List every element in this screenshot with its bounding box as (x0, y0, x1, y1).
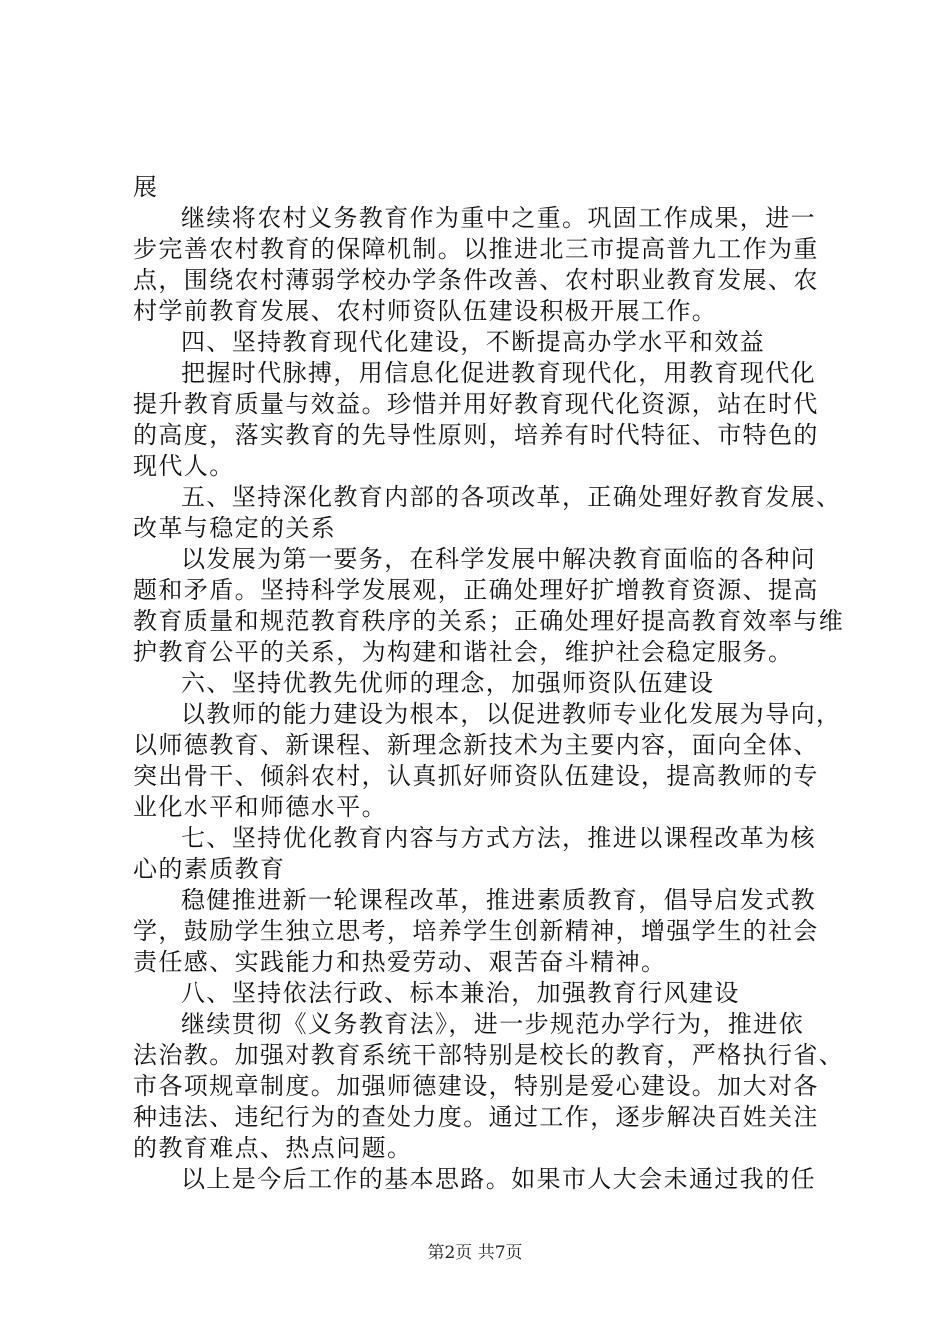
text-line: 以师德教育、新课程、新理念新技术为主要内容，面向全体、 (133, 731, 819, 759)
text-line: 村学前教育发展、农村师资队伍建设积极开展工作。 (133, 297, 718, 325)
text-line: 市各项规章制度。加强师德建设，特别是爱心建设。加大对各 (133, 1072, 819, 1100)
page-footer: 第2页 共7页 (427, 1243, 523, 1263)
text-line: 心的素质教育 (133, 855, 286, 883)
text-line: 改革与稳定的关系 (133, 514, 337, 542)
text-line: 七、坚持优化教育内容与方式方法，推进以课程改革为核 (181, 824, 816, 852)
text-line: 教育质量和规范教育秩序的关系；正确处理好提高教育效率与维 (133, 607, 845, 635)
text-line: 以上是今后工作的基本思路。如果市人大会未通过我的任 (181, 1165, 816, 1193)
text-line: 提升教育质量与效益。珍惜并用好教育现代化资源，站在时代 (133, 390, 819, 418)
text-line: 八、坚持依法行政、标本兼治，加强教育行风建设 (181, 979, 740, 1007)
text-line: 种违法、违纪行为的查处力度。通过工作，逐步解决百姓关注 (133, 1103, 819, 1131)
text-line: 继续将农村义务教育作为重中之重。巩固工作成果，进一 (181, 204, 816, 232)
text-line: 以教师的能力建设为根本，以促进教师专业化发展为导向， (181, 700, 842, 728)
text-line: 责任感、实践能力和热爱劳动、艰苦奋斗精神。 (133, 948, 667, 976)
text-line: 法治教。加强对教育系统干部特别是校长的教育，严格执行省、 (133, 1041, 845, 1069)
text-line: 把握时代脉搏，用信息化促进教育现代化，用教育现代化 (181, 359, 816, 387)
text-line: 护教育公平的关系，为构建和谐社会，维护社会稳定服务。 (133, 638, 794, 666)
text-line: 继续贯彻《义务教育法》，进一步规范办学行为，推进依 (181, 1010, 804, 1038)
text-line: 步完善农村教育的保障机制。以推进北三市提高普九工作为重 (133, 235, 819, 263)
text-line: 四、坚持教育现代化建设，不断提高办学水平和效益 (181, 328, 766, 356)
text-line: 稳健推进新一轮课程改革，推进素质教育，倡导启发式教 (181, 886, 816, 914)
text-line: 展 (133, 173, 159, 201)
text-line: 的高度，落实教育的先导性原则，培养有时代特征、市特色的 (133, 421, 819, 449)
text-line: 的教育难点、热点问题。 (133, 1134, 413, 1162)
text-line: 业化水平和师德水平。 (133, 793, 387, 821)
text-line: 五、坚持深化教育内部的各项改革，正确处理好教育发展、 (181, 483, 842, 511)
text-line: 突出骨干、倾斜农村，认真抓好师资队伍建设，提高教师的专 (133, 762, 819, 790)
text-line: 点，围绕农村薄弱学校办学条件改善、农村职业教育发展、农 (133, 266, 819, 294)
text-line: 题和矛盾。坚持科学发展观，正确处理好扩增教育资源、提高 (133, 576, 819, 604)
text-line: 现代人。 (133, 452, 235, 480)
text-line: 学，鼓励学生独立思考，培养学生创新精神，增强学生的社会 (133, 917, 819, 945)
text-line: 六、坚持优教先优师的理念，加强师资队伍建设 (181, 669, 715, 697)
document-body (133, 172, 845, 1195)
text-line: 以发展为第一要务，在科学发展中解决教育面临的各种问 (181, 545, 816, 573)
